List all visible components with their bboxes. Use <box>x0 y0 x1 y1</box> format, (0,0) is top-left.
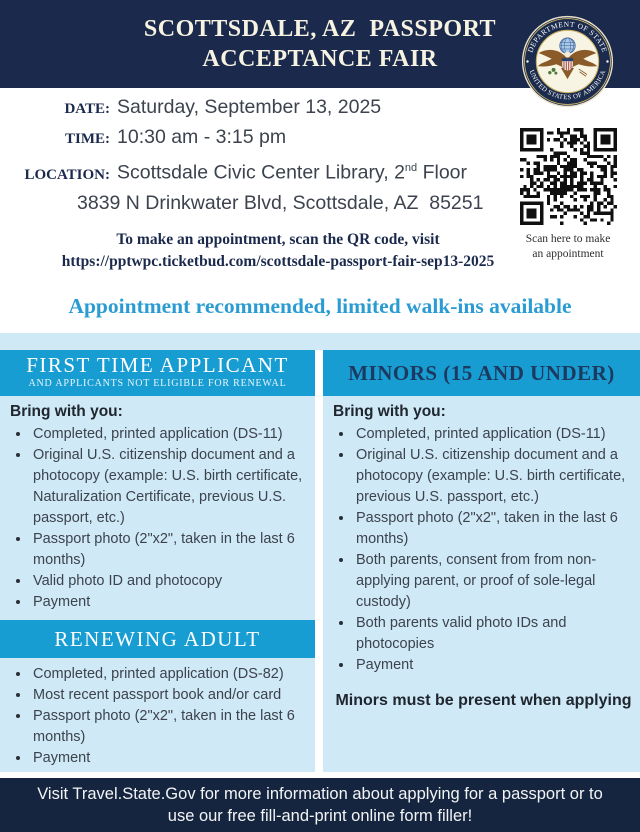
list-item: • Passport photo (2"x2", taken in the last 6 months) <box>354 508 634 550</box>
requirements-section <box>0 333 640 772</box>
qr-caption: Scan here to make an appointment <box>525 233 611 260</box>
list-item: • Passport photo (2"x2", taken in the last 6 months) <box>31 706 309 748</box>
minors-present-note: Minors must be present when applying <box>335 692 632 709</box>
list-item: • Passport photo (2"x2", taken in the last 6 months) <box>31 529 309 571</box>
state-department-seal-icon <box>521 15 614 108</box>
qr-block <box>508 128 628 262</box>
time-label: TIME: <box>65 131 110 147</box>
location-label: LOCATION: <box>24 166 110 183</box>
list-item: • Payment <box>354 655 634 676</box>
first-time-header <box>0 350 315 396</box>
footer-banner <box>0 778 640 832</box>
footer-line2: use our free fill-and-print online form filler! <box>167 807 473 825</box>
list-item: • Most recent passport book and/or card <box>31 685 309 706</box>
minors-items <box>333 424 634 676</box>
first-time-items <box>10 424 309 613</box>
appointment-line1: To make an appointment, scan the QR code, visit <box>116 230 440 248</box>
seal-globe <box>560 38 575 53</box>
list-item: • Original U.S. citizenship document and a photocopy (example: U.S. birth certificate, previous U.S. passport, etc.) <box>354 445 634 508</box>
walk-ins-headline: Appointment recommended, limited walk-ins available <box>68 294 572 318</box>
appointment-instructions <box>0 229 556 273</box>
location-value-line1: Scottsdale Civic Center Library, 2nd Floor <box>117 161 468 184</box>
footer-line1: Visit Travel.State.Gov for more information about applying for a passport or to <box>37 785 603 803</box>
first-time-subtitle: AND APPLICANTS NOT ELIGIBLE FOR RENEWAL <box>28 378 287 389</box>
seal-top-text: DEPARTMENT OF STATE <box>525 19 610 54</box>
page-title-line2: ACCEPTANCE FAIR <box>202 46 438 72</box>
list-item: • Completed, printed application (DS-11) <box>354 424 634 445</box>
first-time-title: FIRST TIME APPLICANT <box>26 353 289 377</box>
renewing-adult-items <box>10 664 309 769</box>
minors-header <box>323 350 640 396</box>
date-value: Saturday, September 13, 2025 <box>117 96 382 118</box>
list-item: • Completed, printed application (DS-11) <box>31 424 309 445</box>
first-time-column <box>0 333 315 772</box>
list-item: • Valid photo ID and photocopy <box>31 571 309 592</box>
appointment-url: https://pptwpc.ticketbud.com/scottsdale-passport-fair-sep13-2025 <box>61 252 495 270</box>
event-info-section <box>0 88 640 280</box>
location-value-line2: 3839 N Drinkwater Blvd, Scottsdale, AZ 85251 <box>77 191 484 214</box>
list-item: • Both parents valid photo IDs and photocopies <box>354 613 634 655</box>
renewing-adult-header <box>0 620 315 658</box>
seal-bottom-text: UNITED STATES OF AMERICA <box>527 69 608 102</box>
page-title-line1: SCOTTSDALE, AZ PASSPORT <box>143 16 497 42</box>
bring-with-you-label: Bring with you: <box>333 403 446 420</box>
list-item: • Both parents, consent from from non-applying parent, or proof of sole-legal custody) <box>354 550 634 613</box>
minors-column <box>323 333 640 772</box>
bring-with-you-label: Bring with you: <box>10 403 123 420</box>
list-item: • Original U.S. citizenship document and a photocopy (example: U.S. birth certificate, Naturalization Certificate, previous U.S. passport, etc.) <box>31 445 309 529</box>
renewing-adult-title: RENEWING ADULT <box>54 626 261 651</box>
list-item: • Payment <box>31 748 309 769</box>
qr-code <box>520 128 617 225</box>
date-label: DATE: <box>64 101 110 117</box>
minors-title: MINORS (15 AND UNDER) <box>348 360 615 385</box>
column-divider <box>315 350 323 772</box>
list-item: • Payment <box>31 592 309 613</box>
list-item: • Completed, printed application (DS-82) <box>31 664 309 685</box>
time-value: 10:30 am - 3:15 pm <box>117 126 287 148</box>
